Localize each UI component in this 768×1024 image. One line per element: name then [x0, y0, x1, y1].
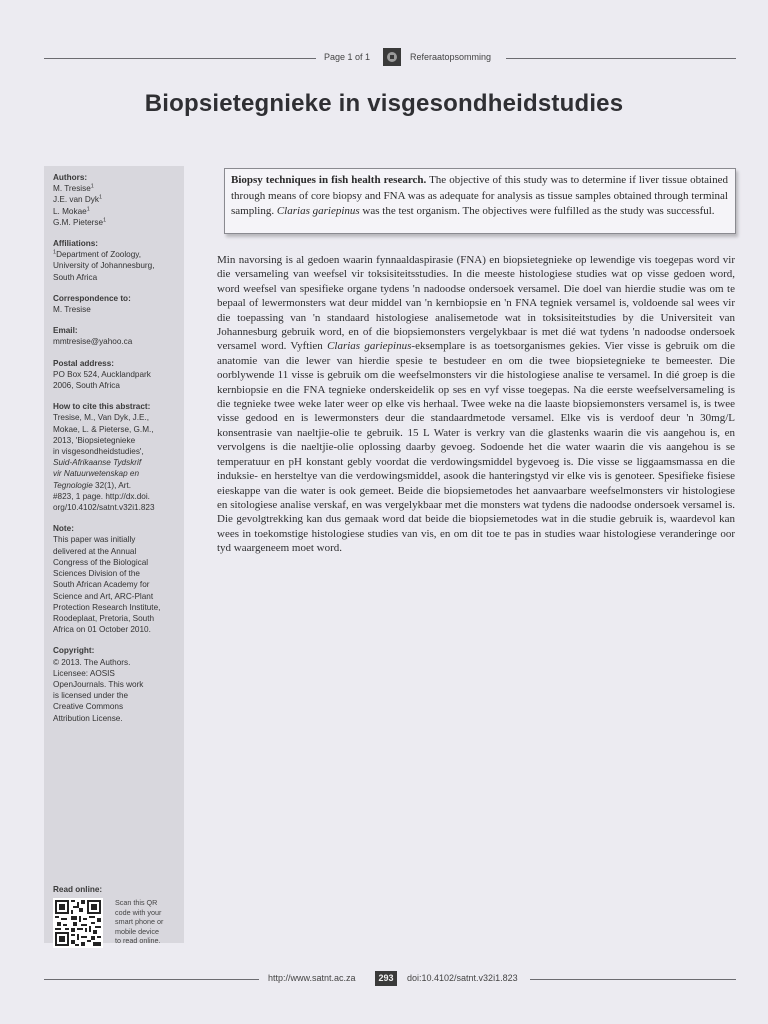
page-indicator: Page 1 of 1 — [324, 52, 371, 62]
copyright-heading: Copyright: — [53, 646, 95, 656]
authors-block — [53, 172, 184, 228]
author-name: J.E. van Dyk$^1$ — [53, 194, 103, 205]
read-online-heading: Read online: — [53, 885, 103, 894]
journal-logo-icon — [383, 48, 401, 66]
article-title: Biopsietegnieke in visgesondheidstudies — [144, 90, 624, 117]
affiliations-block: Affiliations: $^1$Department of Zoology, University of Johannesburg, South Africa — [53, 238, 184, 283]
read-online-block — [53, 884, 164, 946]
author-name: M. Tresise$^1$ — [53, 183, 94, 194]
english-abstract-box: Biopsy techniques in fish health research. The objective of this study was to determine if liver tissue obtained through means of core biopsy and FNA was as adequate for analysis as tissue samples obtained through terminal sampling. Clarias gariepinus was the test organism. The objectives were fulfilled as the study was successful. — [224, 168, 736, 234]
email-address: mmtresise@yahoo.ca — [53, 337, 133, 347]
citation-link[interactable]: org/10.4102/satnt.v32i1.823 — [53, 503, 155, 513]
postal-heading: Postal address: — [53, 358, 114, 368]
citation-link[interactable]: #823, 1 page. http://dx.doi. — [53, 491, 150, 501]
abstract-body-text: Min navorsing is al gedoen waarin fynnaaldaspirasie (FNA) en biopsietegnieke op lewendige vis toegepas word vir die versameling van weefsel vir toksisiteitsstudies. In die meeste histologiese studies wat op visse gedoen word, word weefsel van spesifieke organe tydens 'n nadoodse ondersoek versamel. Die doel van hierdie studie was om te bepaal of lewermonsters wat deur middel van 'n kernbiopsie en 'n FNA tegniek versamel is, voldoende sal wees vir die toepassing van 'n standaard histologiese analisemetode wat in toksisiteitstudies by die Universiteit van Johannesburg gebruik word, en of die biopsiemonsters vergelykbaar is met dié wat tydens 'n nadoodse ondersoek versamel word. Vyftien Clarias gariepinus-eksemplare is as toetsorganismes gekies. Vier visse is gebruik om die anatomie van die lewer van hierdie spesie te bestudeer en om die twee biopsietegnieke te bemeester. Die oorblywende 11 visse is gebruik om die weefselmonsters vir die histologiese analise te versamel. In dié groep is die kernbiopsie en die FNA tegnieke onderskeidelik op ses en vyf visse toegepas. Na die eerste weefselversameling is die tegnieke twee weke later weer op elke vis herhaal. Twee weke na die laaste biopsiemonsters versamel is, is twee visse gedood en is lewermonsters deur die standaardmetode versamel. Elke vis is verdoof deur 'n 30mg/L konsentrasie van naeltjie-olie te gebruik. 15 L Water is verkry van die glastenks waarin die vis aangehou is, en vervolgens is die naeltjie-olie oplossing daarby gevoeg. Sodoende het die water waarin die vis aangehou is se temperatuur en pH konstant gebly voordat die verdowingsmiddel bygevoeg is. Die visse se liggaamsmassa en die induksie- en hersteltye van die verdowingsmiddel, asook die hanteringstyd vir elke vis is genoteer. Spesifieke fisiese eieskappe van die water is ook gemeet. Beide die biopsiemetodes het aanvaarbare weefselmonsters vir histologiese en sitologiese analise verskaf, en was vergelykbaar met die monsters wat tydens die nadoodse ondersoek versamel is. Die gevolgtrekking kan dus gemaak word dat beide die biopsiemetodes wat in die studie gebruik is, waardevol kan wees in toekomstige histologiese studies van vis, en om dit toe te pas in studies waar histologiese veranderinge oor tyd waargeneem moet word. — [217, 254, 735, 555]
note-block: Note: This paper was initially delivered at the Annual Congress of the Biological Sciences Division of the South African Academy for Science and Art, ARC-Plant Protection Research Institute, Roodeplaat, Pretoria, South Africa on 01 October 2010. — [53, 523, 184, 635]
citation-heading: How to cite this abstract: — [53, 402, 151, 412]
header-rule-left — [44, 58, 316, 59]
footer-rule-right — [530, 979, 736, 980]
footer-rule-left — [44, 979, 259, 980]
email-block — [53, 325, 184, 347]
journal-url-link[interactable]: http://www.satnt.ac.za — [268, 973, 356, 983]
author-name: G.M. Pieterse$^1$ — [53, 217, 107, 227]
copyright-block: Copyright: © 2013. The Authors. Licensee: AOSIS OpenJournals. This work is licensed under the Creative Commons Attribution License. — [53, 645, 184, 723]
species-name: Clarias gariepinus — [327, 340, 412, 353]
page-header — [44, 48, 736, 68]
header-rule-right — [506, 58, 736, 59]
species-name: Clarias gariepinus — [276, 205, 360, 217]
qr-instructions: Scan this QR code with your smart phone or mobile device to read online. — [115, 898, 164, 946]
page-footer — [44, 971, 736, 991]
abstract-lead: Biopsy techniques in fish health research. — [231, 174, 427, 186]
correspondence-block: Correspondence to: M. Tresise — [53, 293, 184, 315]
postal-address-block: Postal address: PO Box 524, Aucklandpark 2006, South Africa — [53, 358, 184, 392]
section-label: Referaatopsomming — [410, 52, 492, 62]
doi-link[interactable]: doi:10.4102/satnt.v32i1.823 — [407, 973, 518, 983]
author-name: L. Mokae$^1$ — [53, 205, 90, 216]
email-heading: Email: — [53, 326, 78, 336]
correspondence-heading: Correspondence to: — [53, 293, 131, 303]
authors-heading: Authors: — [53, 173, 88, 182]
affiliations-heading: Affiliations: — [53, 239, 99, 249]
citation-block: How to cite this abstract: Tresise, M., Van Dyk, J.E., Mokae, L. & Pieterse, G.M., 2013, 'Biopsietegnieke in visgesondheidstudies', Suid-Afrikaanse Tydskrif vir Natuurwetenskap en Tegnologie 32(1), Art. #823, 1 page. http://dx.doi. org/10.4102/satnt.v32i1.823 — [53, 401, 184, 513]
qr-code-icon[interactable] — [53, 898, 103, 948]
article-info-sidebar — [44, 166, 184, 946]
page-number-badge: 293 — [375, 971, 397, 986]
note-heading: Note: — [53, 524, 74, 534]
